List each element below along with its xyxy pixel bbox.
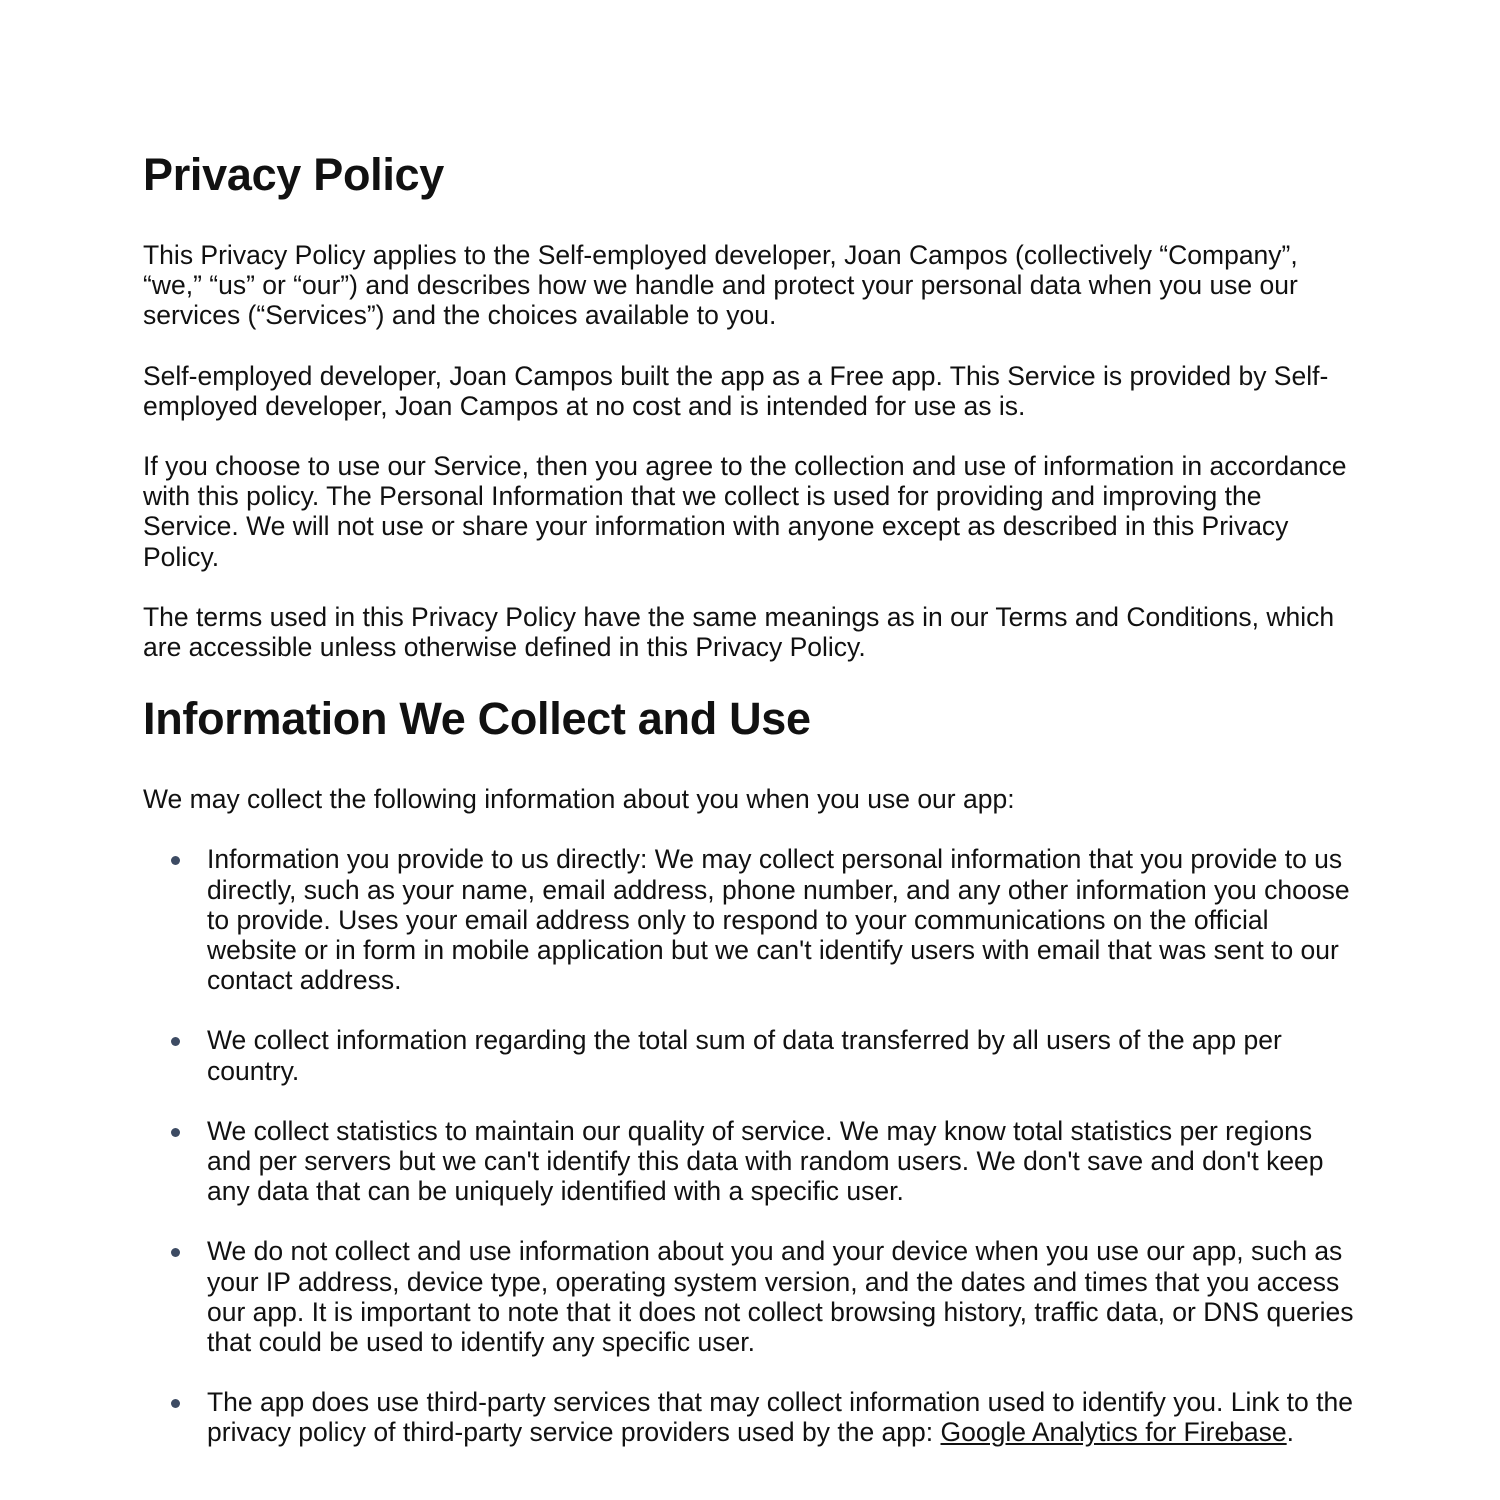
list-item-text: We collect information regarding the total sum of data transferred by all users of the app per country. xyxy=(207,1025,1282,1086)
bullet-icon xyxy=(171,856,180,865)
intro-paragraph: This Privacy Policy applies to the Self-employed developer, Joan Campos (collectively “Company”, “we,” “us” or “our”) and describes how we handle and protect your personal data when you use our services (“Services”) and the choices available to you. xyxy=(143,240,1298,331)
intro-paragraph: The terms used in this Privacy Policy have the same meanings as in our Terms and Conditions, which are accessible unless otherwise defined in this Privacy Policy. xyxy=(143,601,1335,663)
list-item-suffix: . xyxy=(1286,1417,1295,1448)
intro-paragraph: If you choose to use our Service, then you agree to the collection and use of information in accordance with this policy. The Personal Information that we collect is used for providing and improving the Service. We will not use or share your information with anyone except as described in this Privacy Policy. xyxy=(143,451,1347,572)
page-title: Privacy Policy xyxy=(143,149,445,200)
list-item xyxy=(143,844,1358,995)
list-item-text: We do not collect and use information about you and your device when you use our app, such as your IP address, device type, operating system version, and the dates and times that you access our app. It is important to note that it does not collect browsing history, traffic data, or DNS queries that could be used to identify any specific user. xyxy=(207,1236,1354,1358)
list-item xyxy=(143,1236,1358,1357)
google-analytics-firebase-link[interactable]: Google Analytics for Firebase xyxy=(940,1417,1287,1448)
list-item xyxy=(143,1116,1358,1207)
intro-paragraph: Self-employed developer, Joan Campos built the app as a Free app. This Service is provided by Self-employed developer, Joan Campos at no cost and is intended for use as is. xyxy=(143,360,1329,421)
list-item-text: We collect statistics to maintain our quality of service. We may know total statistics per regions and per servers but we can't identify this data with random users. We don't save and don't keep any data that can be uniquely identified with a specific user. xyxy=(207,1115,1324,1207)
section-lead: We may collect the following information about you when you use our app: xyxy=(143,784,1015,815)
section-heading: Information We Collect and Use xyxy=(143,693,811,745)
privacy-policy-document xyxy=(143,148,1358,1478)
list-item xyxy=(143,1025,1358,1085)
bullet-icon xyxy=(171,1037,180,1046)
bullet-icon xyxy=(171,1128,180,1137)
bullet-icon xyxy=(171,1248,180,1257)
list-item xyxy=(143,1387,1358,1447)
list-item-text: Information you provide to us directly: We may collect personal information that you provide to us directly, such as your name, email address, phone number, and any other information you choose to provide. Uses your email address only to respond to your communications on the official website or in form in mobile application but we can't identify users with email that was sent to our contact address. xyxy=(207,844,1350,996)
info-bullet-list xyxy=(143,844,1358,1447)
bullet-icon xyxy=(171,1399,180,1408)
list-item-text: The app does use third-party services that may collect information used to identify you. Link to the privacy policy of third-party service providers used by the app: xyxy=(207,1387,1353,1448)
